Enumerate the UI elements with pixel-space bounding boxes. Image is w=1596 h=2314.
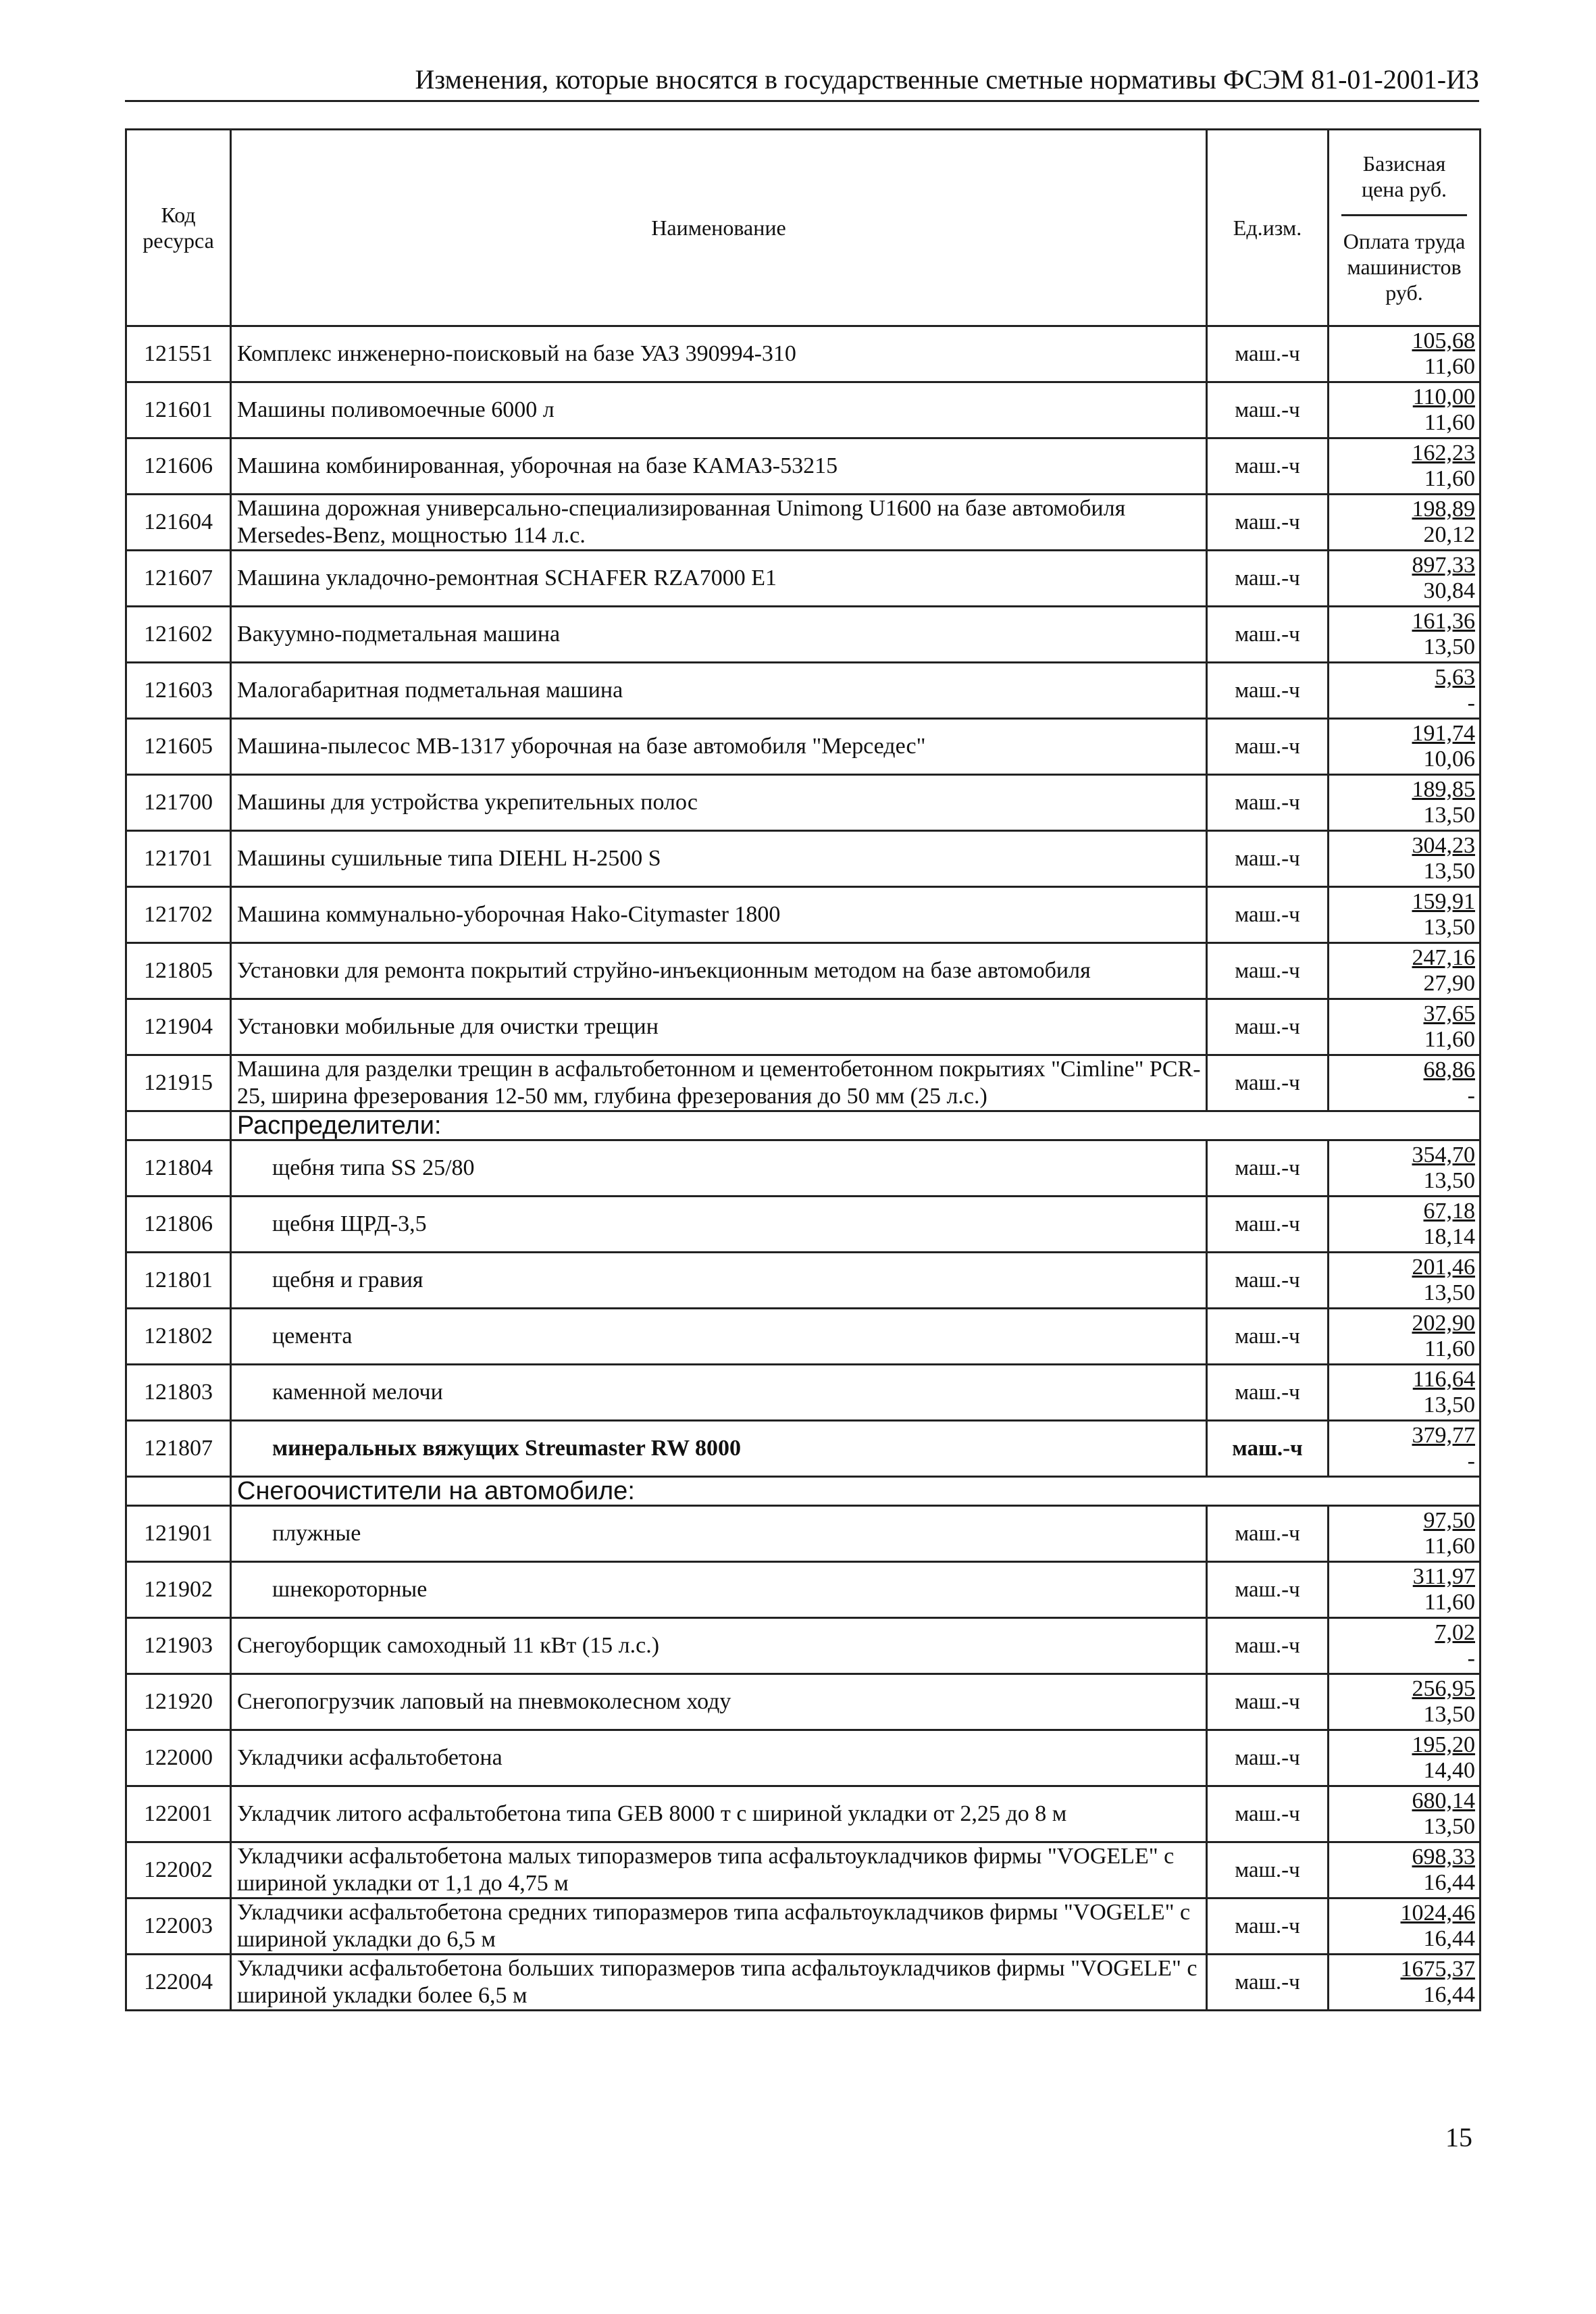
base-price: 105,68 <box>1412 328 1475 353</box>
resource-name: Машина дорожная универсально-специализированная Unimong U1600 на базе автомобиля Mersedes-Benz, мощностью 114 л.с. <box>231 495 1207 551</box>
table-row <box>126 1365 1481 1421</box>
resource-code: 121702 <box>126 887 231 943</box>
table-row <box>126 1197 1481 1253</box>
base-price: 1675,37 <box>1400 1957 1475 1982</box>
labor-price: 11,60 <box>1424 1336 1475 1361</box>
table-row <box>126 1674 1481 1730</box>
table-row <box>126 943 1481 999</box>
labor-price: 18,14 <box>1423 1224 1475 1249</box>
table-row <box>126 831 1481 887</box>
labor-price: 13,50 <box>1423 1814 1475 1839</box>
resource-code: 121605 <box>126 719 231 775</box>
resource-code: 121602 <box>126 607 231 663</box>
table-body <box>126 326 1481 2011</box>
table-row <box>126 1506 1481 1562</box>
resource-code: 121807 <box>126 1421 231 1477</box>
base-price: 97,50 <box>1423 1508 1475 1533</box>
resource-price-cell <box>1329 1506 1481 1562</box>
resource-name: щебня ЩРД-3,5 <box>231 1197 1207 1253</box>
resource-unit: маш.-ч <box>1207 1562 1329 1618</box>
base-price: 247,16 <box>1412 945 1475 970</box>
resource-price-cell <box>1329 495 1481 551</box>
resource-code: 121904 <box>126 999 231 1055</box>
labor-price: 16,44 <box>1423 1982 1475 2007</box>
resource-name: Снегоуборщик самоходный 11 кВт (15 л.с.) <box>231 1618 1207 1674</box>
resource-price-cell <box>1329 1197 1481 1253</box>
resource-unit: маш.-ч <box>1207 551 1329 607</box>
base-price: 37,65 <box>1423 1001 1475 1026</box>
resource-price-cell <box>1329 438 1481 495</box>
resource-name: Комплекс инженерно-поисковый на базе УАЗ 390994-310 <box>231 326 1207 382</box>
resource-name: Машины для устройства укрепительных полос <box>231 775 1207 831</box>
resource-unit: маш.-ч <box>1207 1955 1329 2011</box>
resource-name: Машины сушильные типа DIEHL H-2500 S <box>231 831 1207 887</box>
resource-price-cell <box>1329 1955 1481 2011</box>
resource-unit: маш.-ч <box>1207 1421 1329 1477</box>
resource-price-cell <box>1329 663 1481 719</box>
base-price: 67,18 <box>1423 1199 1475 1224</box>
table-row <box>126 1055 1481 1111</box>
col-header-code: Код ресурса <box>126 130 231 326</box>
resource-name: Установки мобильные для очистки трещин <box>231 999 1207 1055</box>
resource-code: 122002 <box>126 1842 231 1898</box>
labor-price: 13,50 <box>1423 1702 1475 1727</box>
labor-price: 11,60 <box>1424 1590 1475 1615</box>
labor-price: 20,12 <box>1423 522 1475 547</box>
resource-unit: маш.-ч <box>1207 719 1329 775</box>
resource-code: 121607 <box>126 551 231 607</box>
resource-price-cell <box>1329 1140 1481 1197</box>
table-row <box>126 551 1481 607</box>
resource-code: 121806 <box>126 1197 231 1253</box>
section-empty-cell <box>126 1477 231 1506</box>
resource-unit: маш.-ч <box>1207 663 1329 719</box>
resource-price-cell <box>1329 551 1481 607</box>
resource-name: минеральных вяжущих Streumaster RW 8000 <box>231 1421 1207 1477</box>
base-price: 256,95 <box>1412 1676 1475 1701</box>
resource-code: 121902 <box>126 1562 231 1618</box>
table-row <box>126 438 1481 495</box>
resource-price-cell <box>1329 831 1481 887</box>
col-header-name: Наименование <box>231 130 1207 326</box>
resource-code: 121915 <box>126 1055 231 1111</box>
resource-unit: маш.-ч <box>1207 1506 1329 1562</box>
labor-price: 16,44 <box>1423 1926 1475 1951</box>
table-row <box>126 1898 1481 1955</box>
labor-price: 11,60 <box>1424 1534 1475 1559</box>
table-row <box>126 607 1481 663</box>
resource-code: 121920 <box>126 1674 231 1730</box>
resource-code: 121802 <box>126 1309 231 1365</box>
table-row <box>126 1562 1481 1618</box>
resource-unit: маш.-ч <box>1207 382 1329 438</box>
resource-name: Укладчики асфальтобетона малых типоразмеров типа асфальтоукладчиков фирмы "VOGELE" с шириной укладки от 1,1 до 4,75 м <box>231 1842 1207 1898</box>
resource-unit: маш.-ч <box>1207 1618 1329 1674</box>
table-row <box>126 1618 1481 1674</box>
resource-name: Вакуумно-подметальная машина <box>231 607 1207 663</box>
labor-price: 11,60 <box>1424 1027 1475 1052</box>
resource-unit: маш.-ч <box>1207 831 1329 887</box>
labor-price: 13,50 <box>1423 859 1475 884</box>
resource-name: Машина комбинированная, уборочная на базе КАМАЗ-53215 <box>231 438 1207 495</box>
resource-code: 122001 <box>126 1786 231 1842</box>
resource-price-cell <box>1329 1421 1481 1477</box>
resource-code: 121903 <box>126 1618 231 1674</box>
resource-code: 121606 <box>126 438 231 495</box>
resource-code: 121604 <box>126 495 231 551</box>
resource-unit: маш.-ч <box>1207 438 1329 495</box>
resource-unit: маш.-ч <box>1207 1365 1329 1421</box>
section-row <box>126 1477 1481 1506</box>
table-row <box>126 887 1481 943</box>
labor-price: - <box>1467 690 1475 715</box>
base-price: 68,86 <box>1423 1057 1475 1082</box>
section-title: Снегоочистители на автомобиле: <box>231 1477 1481 1506</box>
table-row <box>126 1842 1481 1898</box>
page-number: 15 <box>1445 2122 1472 2153</box>
base-price: 698,33 <box>1412 1844 1475 1869</box>
resource-name: Малогабаритная подметальная машина <box>231 663 1207 719</box>
resource-unit: маш.-ч <box>1207 1140 1329 1197</box>
resource-code: 121603 <box>126 663 231 719</box>
base-price: 1024,46 <box>1400 1901 1475 1926</box>
table-row <box>126 495 1481 551</box>
resource-name: Укладчики асфальтобетона больших типоразмеров типа асфальтоукладчиков фирмы "VOGELE" с шириной укладки более 6,5 м <box>231 1955 1207 2011</box>
resource-name: шнекороторные <box>231 1562 1207 1618</box>
labor-price: 13,50 <box>1423 1392 1475 1417</box>
base-price: 897,33 <box>1412 553 1475 578</box>
resource-name: Машина-пылесос МВ-1317 уборочная на базе автомобиля "Мерседес" <box>231 719 1207 775</box>
resource-price-cell <box>1329 887 1481 943</box>
base-price: 110,00 <box>1412 384 1475 409</box>
base-price: 7,02 <box>1435 1620 1475 1645</box>
resource-price-cell <box>1329 1898 1481 1955</box>
resource-unit: маш.-ч <box>1207 1786 1329 1842</box>
labor-price: 13,50 <box>1423 803 1475 828</box>
resource-code: 121901 <box>126 1506 231 1562</box>
resource-unit: маш.-ч <box>1207 887 1329 943</box>
resource-unit: маш.-ч <box>1207 1898 1329 1955</box>
table-row <box>126 382 1481 438</box>
resource-price-cell <box>1329 1674 1481 1730</box>
base-price: 379,77 <box>1412 1423 1475 1448</box>
resource-price-cell <box>1329 1842 1481 1898</box>
page-header: Изменения, которые вносятся в государственные сметные нормативы ФСЭМ 81-01-2001-ИЗ <box>125 62 1479 102</box>
resource-price-cell <box>1329 943 1481 999</box>
resource-name: Машина для разделки трещин в асфальтобетонном и цементобетонном покрытиях "Cimline" PCR-25, ширина фрезерования 12-50 мм, глубина фрезерования до 50 мм (25 л.с.) <box>231 1055 1207 1111</box>
base-price: 189,85 <box>1412 777 1475 802</box>
col-header-price-top: Базисная цена руб. <box>1341 151 1467 216</box>
table-row <box>126 1140 1481 1197</box>
base-price: 5,63 <box>1435 665 1475 690</box>
labor-price: - <box>1467 1083 1475 1108</box>
resource-name: Укладчики асфальтобетона средних типоразмеров типа асфальтоукладчиков фирмы "VOGELE" с шириной укладки до 6,5 м <box>231 1898 1207 1955</box>
table-row <box>126 1730 1481 1786</box>
resource-name: щебня типа SS 25/80 <box>231 1140 1207 1197</box>
resource-price-cell <box>1329 382 1481 438</box>
table-header-row <box>126 130 1481 326</box>
resource-name: Укладчик литого асфальтобетона типа GEB 8000 т с шириной укладки от 2,25 до 8 м <box>231 1786 1207 1842</box>
resource-code: 121700 <box>126 775 231 831</box>
table-row <box>126 999 1481 1055</box>
resource-name: Укладчики асфальтобетона <box>231 1730 1207 1786</box>
base-price: 311,97 <box>1412 1564 1475 1589</box>
resource-price-cell <box>1329 719 1481 775</box>
resource-price-cell <box>1329 1309 1481 1365</box>
resource-unit: маш.-ч <box>1207 1309 1329 1365</box>
resource-price-cell <box>1329 1618 1481 1674</box>
labor-price: 11,60 <box>1424 354 1475 379</box>
table-row <box>126 326 1481 382</box>
resource-unit: маш.-ч <box>1207 1674 1329 1730</box>
base-price: 161,36 <box>1412 609 1475 634</box>
base-price: 304,23 <box>1412 833 1475 858</box>
col-header-unit: Ед.изм. <box>1207 130 1329 326</box>
base-price: 195,20 <box>1412 1732 1475 1757</box>
resource-unit: маш.-ч <box>1207 999 1329 1055</box>
resource-code: 121803 <box>126 1365 231 1421</box>
resource-name: Установки для ремонта покрытий струйно-инъекционным методом на базе автомобиля <box>231 943 1207 999</box>
labor-price: 13,50 <box>1423 1280 1475 1305</box>
section-empty-cell <box>126 1111 231 1140</box>
resource-code: 122000 <box>126 1730 231 1786</box>
resource-price-cell <box>1329 1562 1481 1618</box>
labor-price: 13,50 <box>1423 1168 1475 1193</box>
resource-unit: маш.-ч <box>1207 775 1329 831</box>
resource-code: 121805 <box>126 943 231 999</box>
resource-name: каменной мелочи <box>231 1365 1207 1421</box>
base-price: 159,91 <box>1412 889 1475 914</box>
resource-code: 122004 <box>126 1955 231 2011</box>
resource-name: Снегопогрузчик лаповый на пневмоколесном ходу <box>231 1674 1207 1730</box>
resource-price-cell <box>1329 1730 1481 1786</box>
resource-price-cell <box>1329 999 1481 1055</box>
resource-code: 121551 <box>126 326 231 382</box>
resource-unit: маш.-ч <box>1207 1055 1329 1111</box>
resource-unit: маш.-ч <box>1207 607 1329 663</box>
labor-price: 30,84 <box>1423 578 1475 603</box>
base-price: 680,14 <box>1412 1788 1475 1813</box>
resource-code: 122003 <box>126 1898 231 1955</box>
base-price: 191,74 <box>1412 721 1475 746</box>
resource-price-cell <box>1329 1786 1481 1842</box>
resource-code: 121804 <box>126 1140 231 1197</box>
table-row <box>126 663 1481 719</box>
resource-price-cell <box>1329 775 1481 831</box>
base-price: 201,46 <box>1412 1255 1475 1280</box>
resource-price-cell <box>1329 326 1481 382</box>
section-row <box>126 1111 1481 1140</box>
table-row <box>126 1955 1481 2011</box>
resource-price-cell <box>1329 1253 1481 1309</box>
labor-price: 13,50 <box>1423 915 1475 940</box>
labor-price: - <box>1467 1646 1475 1671</box>
resource-unit: маш.-ч <box>1207 1842 1329 1898</box>
base-price: 202,90 <box>1412 1311 1475 1336</box>
resource-code: 121801 <box>126 1253 231 1309</box>
resource-name: цемента <box>231 1309 1207 1365</box>
resource-price-cell <box>1329 607 1481 663</box>
resource-code: 121701 <box>126 831 231 887</box>
labor-price: 14,40 <box>1423 1758 1475 1783</box>
resource-table <box>125 128 1481 2011</box>
resource-name: Машина коммунально-уборочная Hako-Citymaster 1800 <box>231 887 1207 943</box>
resource-code: 121601 <box>126 382 231 438</box>
col-header-price <box>1329 130 1481 326</box>
resource-name: щебня и гравия <box>231 1253 1207 1309</box>
base-price: 198,89 <box>1412 497 1475 522</box>
base-price: 354,70 <box>1412 1142 1475 1167</box>
resource-name: плужные <box>231 1506 1207 1562</box>
resource-unit: маш.-ч <box>1207 1730 1329 1786</box>
resource-price-cell <box>1329 1055 1481 1111</box>
base-price: 116,64 <box>1412 1367 1475 1392</box>
table-row <box>126 1786 1481 1842</box>
resource-unit: маш.-ч <box>1207 1253 1329 1309</box>
resource-price-cell <box>1329 1365 1481 1421</box>
col-header-price-bottom: Оплата труда машинистов руб. <box>1343 228 1466 305</box>
table-row <box>126 1421 1481 1477</box>
resource-unit: маш.-ч <box>1207 1197 1329 1253</box>
table-row <box>126 719 1481 775</box>
table-row <box>126 775 1481 831</box>
labor-price: 11,60 <box>1424 410 1475 435</box>
table-row <box>126 1253 1481 1309</box>
labor-price: - <box>1467 1449 1475 1474</box>
table-row <box>126 1309 1481 1365</box>
base-price: 162,23 <box>1412 441 1475 466</box>
labor-price: 27,90 <box>1423 971 1475 996</box>
resource-unit: маш.-ч <box>1207 495 1329 551</box>
labor-price: 10,06 <box>1423 747 1475 772</box>
labor-price: 16,44 <box>1423 1870 1475 1895</box>
resource-name: Машина укладочно-ремонтная SCHAFER RZA7000 E1 <box>231 551 1207 607</box>
resource-name: Машины поливомоечные 6000 л <box>231 382 1207 438</box>
section-title: Распределители: <box>231 1111 1481 1140</box>
resource-unit: маш.-ч <box>1207 326 1329 382</box>
labor-price: 13,50 <box>1423 634 1475 659</box>
resource-unit: маш.-ч <box>1207 943 1329 999</box>
labor-price: 11,60 <box>1424 466 1475 491</box>
